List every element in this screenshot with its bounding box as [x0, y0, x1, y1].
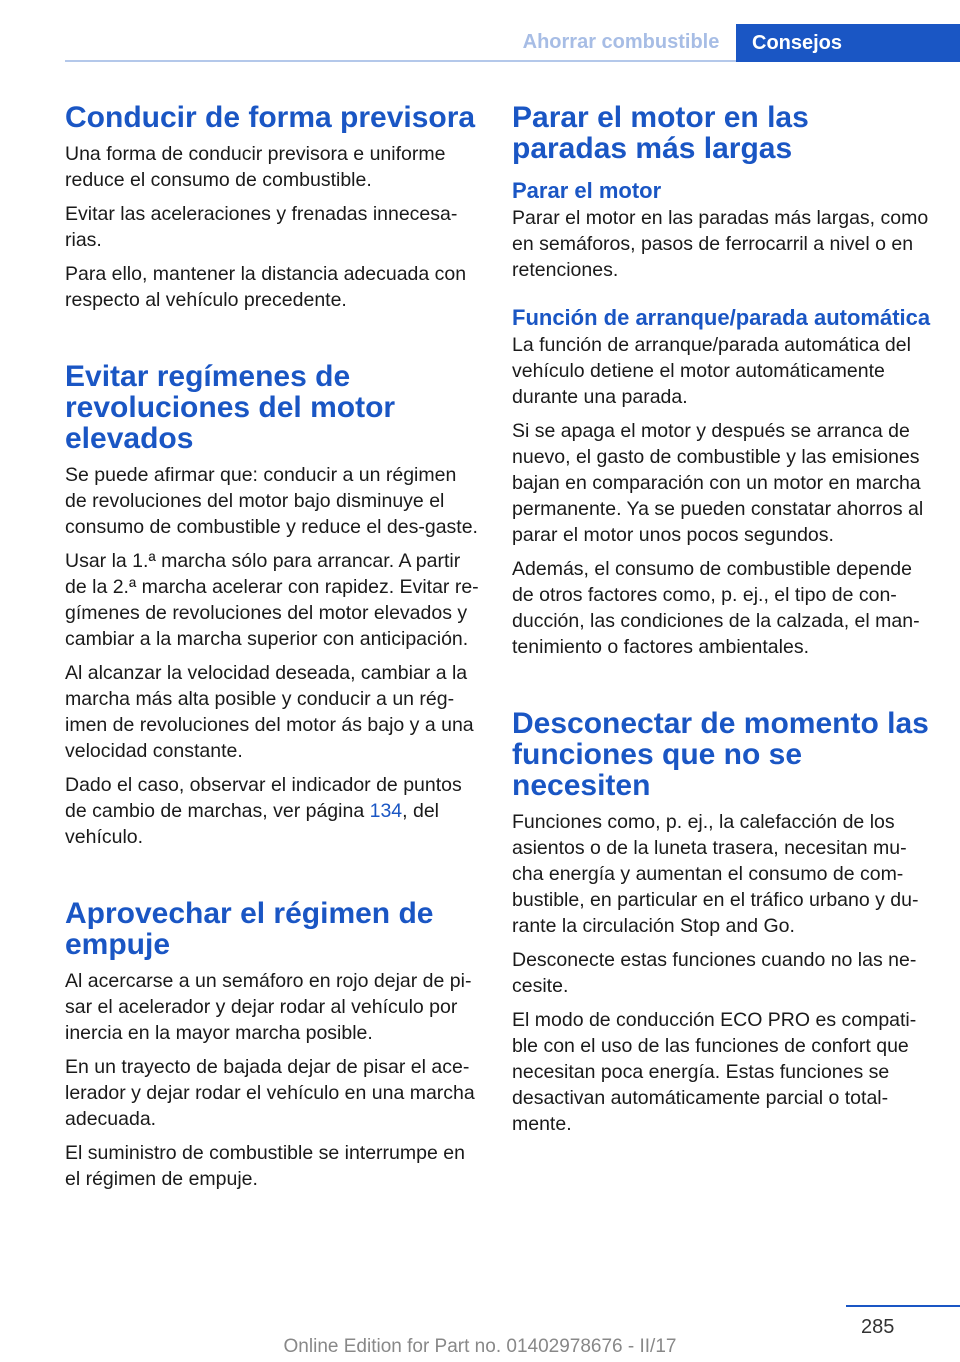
section-title-desconectar-funciones: Desconectar de momento las funciones que no se necesiten: [512, 707, 929, 802]
paragraph: En un trayecto de bajada dejar de pisar el ace‐lerador y dejar rodar el vehículo en una marcha adecuada.: [65, 1056, 475, 1130]
subsection-title-arranque-parada: Función de arranque/parada automática: [512, 305, 931, 330]
paragraph: Para ello, mantener la distancia adecuada con respecto al vehículo precedente.: [65, 263, 467, 311]
paragraph: Evitar las aceleraciones y frenadas innecesa‐rias.: [65, 203, 458, 251]
paragraph: Al acercarse a un semáforo en rojo dejar de pi‐sar el acelerador y dejar rodar al vehículo por inercia en la mayor marcha posible.: [65, 970, 472, 1044]
paragraph: Usar la 1.ª marcha sólo para arrancar. A partir de la 2.ª marcha acelerar con rapidez. Evitar re‐gímenes de revoluciones del motor elevados y cambiar a la marcha superior con anticipación.: [65, 550, 479, 650]
section-title-parar-motor: Parar el motor en las paradas más largas: [512, 101, 809, 165]
paragraph: El modo de conducción ECO PRO es compati‐ble con el uso de las funciones de confort que necesitan poca energía. Estas funciones se desactivan automáticamente parcial o total‐mente.: [512, 1009, 917, 1135]
paragraph: Parar el motor en las paradas más largas, como en semáforos, pasos de ferrocarril a nivel o en retenciones.: [512, 207, 929, 281]
paragraph: El suministro de combustible se interrumpe en el régimen de empuje.: [65, 1142, 465, 1190]
footer-edition: Online Edition for Part no. 01402978676 - II/17: [283, 1336, 677, 1357]
paragraph: Además, el consumo de combustible depende de otros factores como, p. ej., el tipo de con‐ducción, las condiciones de la calzada, el man‐tenimiento o factores ambientales.: [512, 558, 920, 658]
right-column: [512, 102, 932, 1145]
subsection-title-parar-motor: Parar el motor: [512, 178, 662, 203]
paragraph: Se puede afirmar que: conducir a un régimen de revoluciones del motor bajo disminuye el consumo de combustible y reduce el des‐gaste.: [65, 464, 478, 538]
paragraph: Al alcanzar la velocidad deseada, cambiar a la marcha más alta posible y conducir a un rég‐imen de revoluciones del motor ás bajo y a una velocidad constante.: [65, 662, 474, 762]
page-link-134[interactable]: 134: [369, 800, 403, 822]
text: , del vehículo.: [65, 800, 439, 848]
page-number-rule: [846, 1305, 960, 1307]
header-tab-ahorrar-combustible[interactable]: Ahorrar combustible: [522, 31, 720, 53]
left-column: [65, 102, 483, 1200]
paragraph: [65, 772, 483, 850]
section-title-evitar-regimenes: Evitar regímenes de revoluciones del motor elevados: [65, 360, 396, 455]
header-tab-consejos[interactable]: Consejos: [736, 24, 960, 62]
paragraph: Una forma de conducir previsora e uniforme reduce el consumo de combustible.: [65, 143, 446, 191]
section-title-aprovechar-empuje: Aprovechar el régimen de empuje: [65, 897, 434, 961]
paragraph: Funciones como, p. ej., la calefacción de los asientos o de la luneta trasera, necesitan mu‐cha energía y aumentan el consumo de com‐bustible, en particular en el tráfico urbano y du‐rante la circulación Stop and Go.: [512, 811, 919, 937]
paragraph: Desconecte estas funciones cuando no las ne‐cesite.: [512, 949, 917, 997]
page-number: 285: [861, 1316, 895, 1338]
paragraph: La función de arranque/parada automática del vehículo detiene el motor automáticamente durante una parada.: [512, 334, 911, 408]
text: Dado el caso, observar el indicador de puntos de cambio de marchas, ver página: [65, 774, 462, 822]
paragraph: Si se apaga el motor y después se arranca de nuevo, el gasto de combustible y las emisiones bajan en comparación con un motor en marcha permanente. Ya se pueden constatar ahorros al parar el motor unos pocos segundos.: [512, 420, 924, 546]
section-title-conducir: Conducir de forma previsora: [65, 101, 476, 134]
